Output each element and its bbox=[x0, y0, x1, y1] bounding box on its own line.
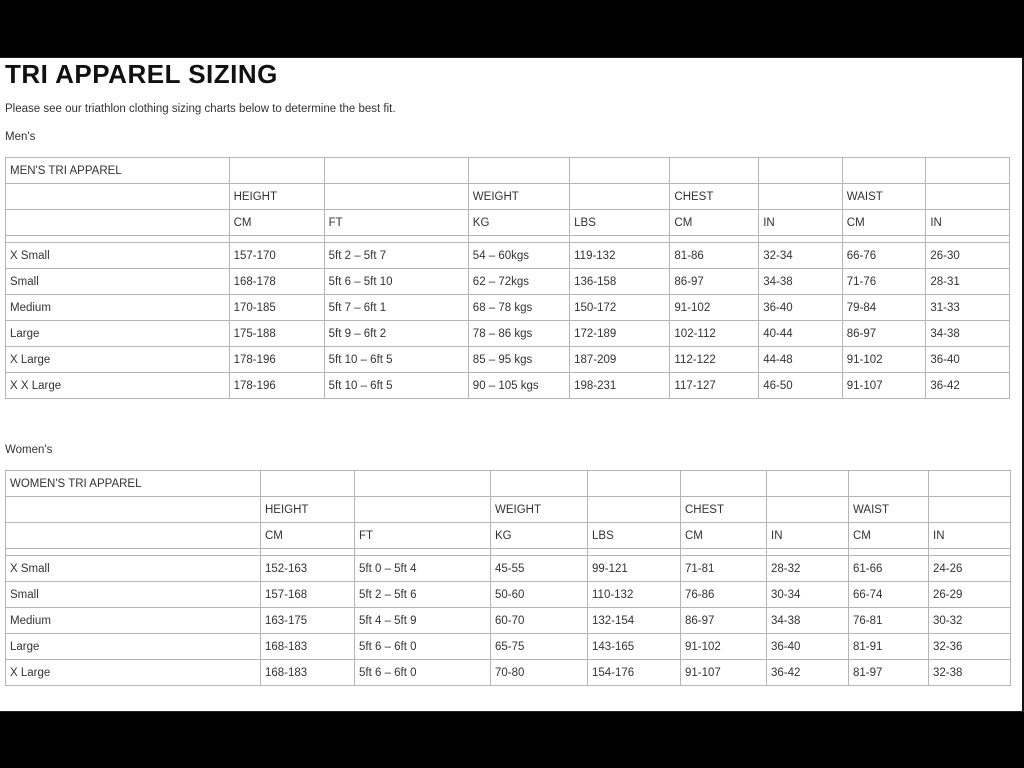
table-title-row bbox=[6, 471, 1011, 497]
sizing-page bbox=[0, 57, 1024, 712]
unit-header: FT bbox=[324, 210, 468, 236]
chest-header: CHEST bbox=[681, 497, 767, 523]
table-cell: 136-158 bbox=[570, 269, 670, 295]
weight-header: WEIGHT bbox=[468, 184, 569, 210]
size-name-cell: X Small bbox=[6, 556, 261, 582]
table-cell: 178-196 bbox=[229, 347, 324, 373]
unit-header: KG bbox=[468, 210, 569, 236]
table-cell: 5ft 6 – 5ft 10 bbox=[324, 269, 468, 295]
table-cell: 168-183 bbox=[261, 634, 355, 660]
table-cell: 70-80 bbox=[491, 660, 588, 686]
table-cell: 60-70 bbox=[491, 608, 588, 634]
table-cell: 26-30 bbox=[926, 243, 1010, 269]
size-name-cell: Medium bbox=[6, 608, 261, 634]
table-cell: 61-66 bbox=[849, 556, 929, 582]
table-row bbox=[6, 634, 1011, 660]
table-cell: 172-189 bbox=[570, 321, 670, 347]
unit-header-row bbox=[6, 523, 1011, 549]
waist-header: WAIST bbox=[842, 184, 926, 210]
table-cell: 71-76 bbox=[842, 269, 926, 295]
table-cell: 157-170 bbox=[229, 243, 324, 269]
group-header-row bbox=[6, 497, 1011, 523]
table-cell: 66-76 bbox=[842, 243, 926, 269]
table-cell: 5ft 2 – 5ft 6 bbox=[355, 582, 491, 608]
table-cell: 86-97 bbox=[681, 608, 767, 634]
table-row bbox=[6, 660, 1011, 686]
table-cell: 78 – 86 kgs bbox=[468, 321, 569, 347]
table-cell: 152-163 bbox=[261, 556, 355, 582]
table-cell: 46-50 bbox=[759, 373, 843, 399]
table-cell: 40-44 bbox=[759, 321, 843, 347]
weight-header: WEIGHT bbox=[491, 497, 588, 523]
table-cell: 66-74 bbox=[849, 582, 929, 608]
table-cell: 163-175 bbox=[261, 608, 355, 634]
unit-header: CM bbox=[842, 210, 926, 236]
unit-header: CM bbox=[261, 523, 355, 549]
group-header-row bbox=[6, 184, 1010, 210]
table-row bbox=[6, 373, 1010, 399]
intro-text: Please see our triathlon clothing sizing charts below to determine the best fit. bbox=[5, 103, 396, 115]
table-title-row bbox=[6, 158, 1010, 184]
table-cell: 91-107 bbox=[842, 373, 926, 399]
table-cell: 81-86 bbox=[670, 243, 759, 269]
spacer-row bbox=[6, 236, 1010, 243]
table-cell: 36-40 bbox=[926, 347, 1010, 373]
size-name-cell: Small bbox=[6, 269, 230, 295]
table-cell: 91-107 bbox=[681, 660, 767, 686]
unit-header: CM bbox=[681, 523, 767, 549]
table-cell: 91-102 bbox=[842, 347, 926, 373]
table-cell: 34-38 bbox=[926, 321, 1010, 347]
table-cell: 175-188 bbox=[229, 321, 324, 347]
table-cell: 30-34 bbox=[767, 582, 849, 608]
table-cell: 28-32 bbox=[767, 556, 849, 582]
table-row bbox=[6, 295, 1010, 321]
unit-header: CM bbox=[849, 523, 929, 549]
table-cell: 143-165 bbox=[588, 634, 681, 660]
size-name-cell: X Large bbox=[6, 660, 261, 686]
size-name-cell: Large bbox=[6, 321, 230, 347]
unit-header-row bbox=[6, 210, 1010, 236]
table-cell: 71-81 bbox=[681, 556, 767, 582]
womens-size-table bbox=[5, 470, 1011, 686]
unit-header: CM bbox=[670, 210, 759, 236]
size-name-cell: X Small bbox=[6, 243, 230, 269]
table-cell: 168-183 bbox=[261, 660, 355, 686]
frame-top-border bbox=[0, 57, 1024, 58]
table-row bbox=[6, 347, 1010, 373]
table-title: MEN'S TRI APPAREL bbox=[6, 158, 230, 184]
table-cell: 81-91 bbox=[849, 634, 929, 660]
table-cell: 5ft 0 – 5ft 4 bbox=[355, 556, 491, 582]
table-cell: 150-172 bbox=[570, 295, 670, 321]
table-cell: 5ft 10 – 6ft 5 bbox=[324, 373, 468, 399]
table-cell: 36-42 bbox=[926, 373, 1010, 399]
height-header: HEIGHT bbox=[229, 184, 324, 210]
table-cell: 32-38 bbox=[929, 660, 1011, 686]
unit-header: IN bbox=[759, 210, 843, 236]
table-cell: 102-112 bbox=[670, 321, 759, 347]
table-cell: 5ft 6 – 6ft 0 bbox=[355, 634, 491, 660]
table-cell: 45-55 bbox=[491, 556, 588, 582]
table-row bbox=[6, 321, 1010, 347]
table-cell: 68 – 78 kgs bbox=[468, 295, 569, 321]
table-cell: 187-209 bbox=[570, 347, 670, 373]
table-cell: 99-121 bbox=[588, 556, 681, 582]
table-cell: 5ft 10 – 6ft 5 bbox=[324, 347, 468, 373]
waist-header: WAIST bbox=[849, 497, 929, 523]
table-row bbox=[6, 582, 1011, 608]
table-cell: 5ft 6 – 6ft 0 bbox=[355, 660, 491, 686]
table-cell: 119-132 bbox=[570, 243, 670, 269]
table-cell: 178-196 bbox=[229, 373, 324, 399]
unit-header: IN bbox=[926, 210, 1010, 236]
table-cell: 90 – 105 kgs bbox=[468, 373, 569, 399]
table-cell: 112-122 bbox=[670, 347, 759, 373]
table-cell: 91-102 bbox=[681, 634, 767, 660]
table-cell: 36-42 bbox=[767, 660, 849, 686]
unit-header: FT bbox=[355, 523, 491, 549]
table-cell: 157-168 bbox=[261, 582, 355, 608]
table-cell: 117-127 bbox=[670, 373, 759, 399]
table-cell: 5ft 7 – 6ft 1 bbox=[324, 295, 468, 321]
table-cell: 26-29 bbox=[929, 582, 1011, 608]
table-cell: 110-132 bbox=[588, 582, 681, 608]
spacer-row bbox=[6, 549, 1011, 556]
frame-bottom-border bbox=[0, 711, 1024, 712]
table-cell: 132-154 bbox=[588, 608, 681, 634]
table-cell: 36-40 bbox=[759, 295, 843, 321]
table-cell: 34-38 bbox=[759, 269, 843, 295]
table-cell: 198-231 bbox=[570, 373, 670, 399]
unit-header: IN bbox=[929, 523, 1011, 549]
unit-header: CM bbox=[229, 210, 324, 236]
table-cell: 32-34 bbox=[759, 243, 843, 269]
table-cell: 5ft 9 – 6ft 2 bbox=[324, 321, 468, 347]
table-row bbox=[6, 556, 1011, 582]
table-cell: 86-97 bbox=[670, 269, 759, 295]
chest-header: CHEST bbox=[670, 184, 759, 210]
height-header: HEIGHT bbox=[261, 497, 355, 523]
table-cell: 81-97 bbox=[849, 660, 929, 686]
mens-size-table bbox=[5, 157, 1010, 399]
table-cell: 50-60 bbox=[491, 582, 588, 608]
unit-header: LBS bbox=[588, 523, 681, 549]
table-cell: 34-38 bbox=[767, 608, 849, 634]
unit-header: LBS bbox=[570, 210, 670, 236]
size-name-cell: Medium bbox=[6, 295, 230, 321]
table-cell: 44-48 bbox=[759, 347, 843, 373]
mens-section-label: Men's bbox=[5, 131, 36, 143]
table-cell: 79-84 bbox=[842, 295, 926, 321]
table-cell: 76-81 bbox=[849, 608, 929, 634]
size-name-cell: X X Large bbox=[6, 373, 230, 399]
table-cell: 76-86 bbox=[681, 582, 767, 608]
table-cell: 5ft 2 – 5ft 7 bbox=[324, 243, 468, 269]
size-name-cell: X Large bbox=[6, 347, 230, 373]
table-cell: 154-176 bbox=[588, 660, 681, 686]
table-title: WOMEN'S TRI APPAREL bbox=[6, 471, 261, 497]
page-title: TRI APPAREL SIZING bbox=[5, 59, 278, 89]
size-name-cell: Small bbox=[6, 582, 261, 608]
table-cell: 31-33 bbox=[926, 295, 1010, 321]
table-cell: 28-31 bbox=[926, 269, 1010, 295]
table-row bbox=[6, 608, 1011, 634]
table-cell: 65-75 bbox=[491, 634, 588, 660]
table-cell: 62 – 72kgs bbox=[468, 269, 569, 295]
table-cell: 30-32 bbox=[929, 608, 1011, 634]
table-cell: 85 – 95 kgs bbox=[468, 347, 569, 373]
table-cell: 86-97 bbox=[842, 321, 926, 347]
table-cell: 170-185 bbox=[229, 295, 324, 321]
table-cell: 54 – 60kgs bbox=[468, 243, 569, 269]
unit-header: KG bbox=[491, 523, 588, 549]
table-cell: 24-26 bbox=[929, 556, 1011, 582]
table-cell: 36-40 bbox=[767, 634, 849, 660]
table-cell: 32-36 bbox=[929, 634, 1011, 660]
table-cell: 5ft 4 – 5ft 9 bbox=[355, 608, 491, 634]
table-row bbox=[6, 243, 1010, 269]
womens-section-label: Women's bbox=[5, 444, 53, 456]
size-name-cell: Large bbox=[6, 634, 261, 660]
table-cell: 168-178 bbox=[229, 269, 324, 295]
table-cell: 91-102 bbox=[670, 295, 759, 321]
unit-header: IN bbox=[767, 523, 849, 549]
table-row bbox=[6, 269, 1010, 295]
